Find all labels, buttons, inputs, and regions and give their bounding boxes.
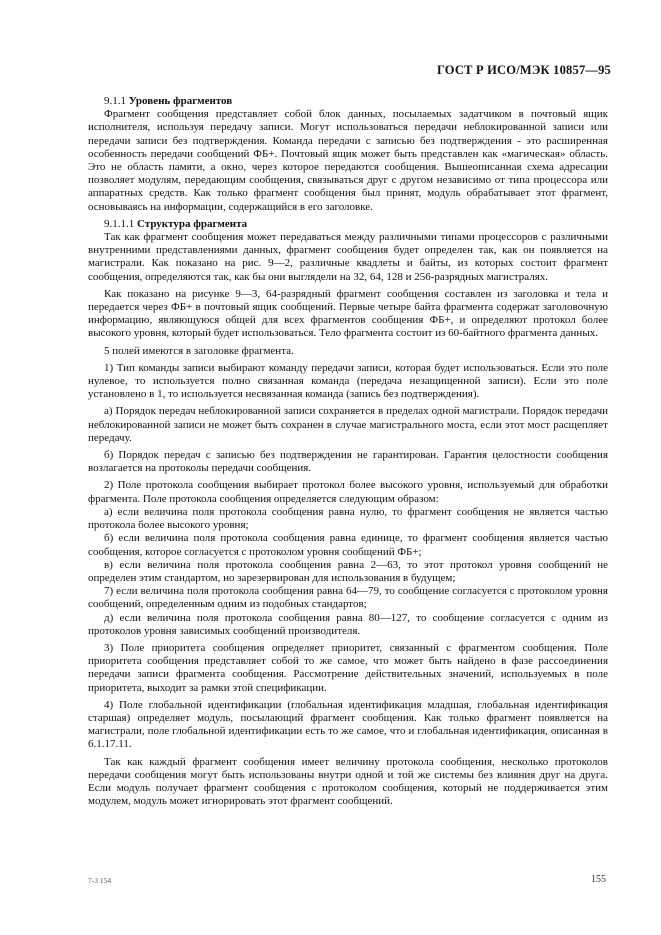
section-heading-9-1-1 [88, 95, 608, 108]
footer-print-code: 7-3 154 [88, 876, 112, 885]
list-item: б) если величина поля протокола сообщения равна единице, то фрагмент сообщения является частью сообщения, которое согласуется с протоколом уровня сообщений ФБ+; [88, 532, 608, 558]
list-item: в) если величина поля протокола сообщения равна 2—63, то этот протокол уровня сообщений не определен этим стандартом, но зарезервирован для использования в будущем; [88, 558, 608, 584]
paragraph: Так как фрагмент сообщения может передаваться между различными типами процессоров с различными внутренними представлениями данных, фрагмент сообщения будет определен так, как он появляется на магистрали. Как показано на рис. 9—2, различные квадлеты и байты, из которых состоит фрагмент сообщения, определяются так, как бы они выглядели на 32, 64, 128 и 256-разрядных магистралях. [88, 231, 608, 283]
paragraph: Так как каждый фрагмент сообщения имеет величину протокола сообщения, несколько протоколов передачи сообщения могут быть использованы внутри одной и той же системы без влияния друг на друга. Если модуль получает фрагмент сообщения с протоколом сообщения, который не поддерживается этим модулем, модуль может игнорировать этот фрагмент сообщений. [88, 755, 608, 808]
paragraph: 3) Поле приоритета сообщения определяет приоритет, связанный с фрагментом сообщения. Поле приоритета сообщения представляет собой то же самое, что может быть найдено в фазе рассоединения передачи записи фрагмента сообщения. Рассмотрение действительных значений, используемых в поле приоритета, выходит за рамки этой спецификации. [88, 641, 608, 694]
section-heading-9-1-1-1 [88, 218, 608, 231]
paragraph: 5 полей имеются в заголовке фрагмента. [104, 344, 294, 357]
list-item: д) если величина поля протокола сообщения равна 80—127, то сообщение согласуется с одним из протоколов уровня зависимых сообщений производителя. [88, 611, 608, 637]
page-number: 155 [591, 874, 606, 885]
section-title: Уровень фрагментов [128, 95, 233, 107]
section-number: 9.1.1.1 [104, 217, 135, 230]
section-number: 9.1.1 [104, 95, 126, 107]
paragraph: а) Порядок передач неблокированной записи сохраняется в пределах одной магистрали. Порядок передачи неблокированной записи не может быть сохранен в случае магистрального моста, если этот мост расщепляет передачу. [88, 405, 608, 444]
paragraph: б) Порядок передач с записью без подтверждения не гарантирован. Гарантия целостности сообщения возлагается на протоколы передачи сообщения. [88, 449, 608, 475]
list-item: а) если величина поля протокола сообщения равна нулю, то фрагмент сообщения не является частью протокола более высокого уровня; [88, 505, 608, 532]
document-body [88, 95, 608, 808]
paragraph: Как показано на рисунке 9—3, 64-разрядный фрагмент сообщения составлен из заголовка и тела и передается через ФБ+ в почтовый ящик сообщений. Первые четыре байта фрагмента содержат заголовочную информацию, являющуюся общей для всех фрагментов сообщения ФБ+, и определяют протокол более высокого уровня, который будет использоваться. Тело фрагмента состоит из 60-байтного фрагмента данных. [88, 287, 608, 340]
section-title: Структура фрагмента [137, 217, 248, 230]
paragraph: 4) Поле глобальной идентификации (глобальная идентификация младшая, глобальная идентификация старшая) определяет модуль, посылающий фрагмент сообщения. Как только фрагмент появляется на магистрали, поле глобальной идентификации есть то же самое, что и глобальная идентификация, описанная в 6.1.17.11. [88, 698, 608, 751]
list-item: 7) если величина поля протокола сообщения равна 64—79, то сообщение согласуется с протоколом уровня сообщений, определенным одним из подобных стандартов; [88, 585, 608, 611]
paragraph: 1) Тип команды записи выбирают команду передачи записи, которая будет использоваться. Если это поле нулевое, то используется полно связанная команда (передача незащищенной записи). Если это поле установлено в 1, то используется несвязанная команда (запись без подтверждения). [88, 361, 608, 401]
page-header-title: ГОСТ Р ИСО/МЭК 10857—95 [436, 63, 611, 77]
paragraph: Фрагмент сообщения представляет собой блок данных, посылаемых задатчиком в почтовый ящик исполнителя, используя передачу записи. Могут использоваться передачи неблокированной записи или передачи записи без подтверждения. Команда передачи с записью без подтверждения - это расширенная особенность передачи сообщений ФБ+. Почтовый ящик может быть представлен как «магическая» область. Это не область памяти, а окно, через которое передаются сообщения. Вышеописанная схема адресации позволяет модулям, передающим сообщения, связываться друг с другом независимо от типа процессора или аппаратных средств. Как только фрагмент сообщения был принят, модуль обрабатывает этот фрагмент, основываясь на информации, содержащийся в его заголовке. [88, 108, 608, 213]
paragraph: 2) Поле протокола сообщения выбирает протокол более высокого уровня, используемый для обработки фрагмента. Поле протокола сообщения определяется следующим образом: [88, 479, 608, 505]
